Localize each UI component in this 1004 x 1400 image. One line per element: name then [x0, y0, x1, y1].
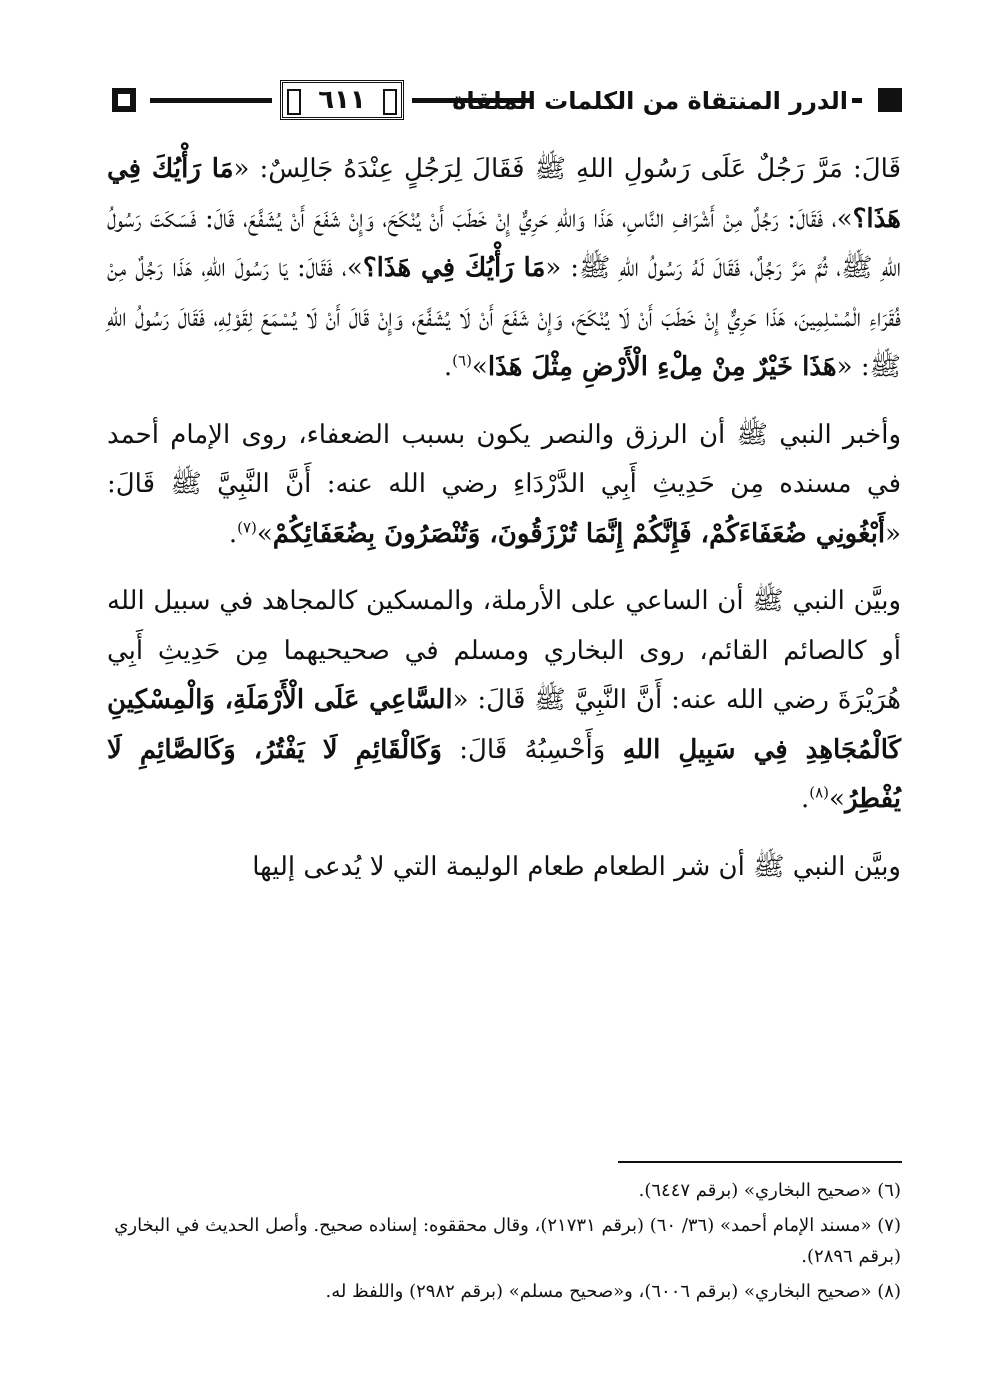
paragraph-1	[107, 145, 901, 393]
footnote-8: (٨) «صحيح البخاري» (برقم ٦٠٠٦)، و«صحيح مسلم» (برقم ٢٩٨٢) واللفظ له.	[325, 1281, 901, 1302]
paragraph-1-lead: قَالَ: مَرَّ رَجُلٌ عَلَى رَسُولِ اللهِ ﷺ فَقَالَ لِرَجُلٍ عِنْدَهُ جَالِسٌ: «	[233, 154, 901, 184]
paragraph-3-middle: وَأَحْسِبُهُ قَالَ:	[441, 734, 623, 765]
paragraph-2	[107, 411, 901, 560]
paragraph-2-lead: وأخبر النبي ﷺ أن الرزق والنصر يكون بسبب الضعفاء، روى الإمام أحمد في مسنده مِن حَدِيثِ أَبِي الدَّرْدَاءِ رضي الله عنه: أَنَّ النَّبِيَّ ﷺ قَالَ: «	[107, 419, 901, 549]
hadith-quote-3: هَذَا خَيْرٌ مِنْ مِلْءِ الْأَرْضِ مِثْلَ هَذَا	[487, 352, 837, 382]
main-text	[107, 145, 901, 910]
paragraph-3-end: .	[800, 784, 810, 814]
paragraph-4	[107, 843, 901, 893]
hadith-quote-2: مَا رَأْيُكَ فِي هَذَا؟	[362, 253, 546, 283]
footnote-ref-6[interactable]: (٦)	[452, 351, 472, 370]
hadith-quote-5: السَّاعِي عَلَى الْأَرْمَلَةِ، وَالْمِسْكِينِ كَالْمُجَاهِدِ فِي سَبِيلِ اللهِ	[107, 685, 901, 765]
paragraph-2-end: .	[228, 518, 238, 549]
page-number: ٦١١	[280, 80, 404, 120]
hadith-quote-4: أَبْغُونِي ضُعَفَاءَكُمْ، فَإِنَّكُمْ إِنَّمَا تُرْزَقُونَ، وَتُنْصَرُونَ بِضُعَفَائِكُمْ	[272, 518, 886, 549]
paragraph-3-lead: وبيَّن النبي ﷺ أن الساعي على الأرملة، والمسكين كالمجاهد في سبيل الله أو كالصائم القائم، روى البخاري ومسلم في صحيحيهما مِن حَدِيثِ أَبِي هُرَيْرَةَ رضي الله عنه: أَنَّ النَّبِيَّ ﷺ قَالَ: «	[107, 586, 902, 715]
book-title: الدرر المنتقاة من الكلمات الملقاة	[452, 87, 848, 115]
paragraph-3-tail: »	[829, 784, 845, 814]
footnotes	[107, 1175, 901, 1311]
paragraph-1-middle-2: »، فَقَالَ: يَا رَسُولَ اللهِ، هَذَا رَجُلٌ مِنْ فُقَرَاءِ الْمُسْلِمِينَ، هَذَا حَرِيٌّ إِنْ خَطَبَ أَنْ لَا يُنْكَحَ، وَإِنْ شَفَعَ أَنْ لَا يُشَفَّعَ، وَإِنْ قَالَ أَنْ لَا يُسْمَعَ لِقَوْلِهِ، فَقَالَ رَسُولُ اللهِ ﷺ: «	[107, 253, 901, 382]
page-header	[112, 76, 902, 126]
footnote-ref-7[interactable]: (٧)	[237, 517, 257, 536]
ornament-square-right	[878, 88, 902, 112]
paragraph-1-tail: »	[471, 352, 488, 382]
paragraph-2-tail: »	[256, 518, 273, 549]
paragraph-3	[107, 577, 901, 825]
hadith-quote-1: مَا رَأْيُكَ فِي هَذَا؟	[107, 154, 901, 234]
paragraph-1-middle-1: »، فَقَالَ: رَجُلٌ مِنْ أَشْرَافِ النَّاسِ، هَذَا وَاللهِ حَرِيٌّ إِنْ خَطَبَ أَنْ يُنْكَحَ، وَإِنْ شَفَعَ أَنْ يُشَفَّعَ، قَالَ: فَسَكَتَ رَسُولُ اللهِ ﷺ، ثُمَّ مَرَّ رَجُلٌ، فَقَالَ لَهُ رَسُولُ اللهِ ﷺ: «	[107, 203, 901, 283]
ornament-square-left	[112, 88, 136, 112]
header-rule-right	[852, 98, 862, 103]
footnote-6: (٦) «صحيح البخاري» (برقم ٦٤٤٧).	[638, 1180, 901, 1201]
footnote-ref-8[interactable]: (٨)	[809, 783, 830, 802]
paragraph-1-end: .	[443, 352, 453, 382]
footnote-divider	[618, 1161, 902, 1163]
header-rule-left	[150, 98, 272, 103]
footnote-7: (٧) «مسند الإمام أحمد» (٣٦/ ٦٠) (برقم ٢١٧٣١)، وقال محققوه: إسناده صحيح. وأصل الحديث في البخاري (برقم ٢٨٩٦).	[114, 1215, 901, 1267]
hadith-quote-6: وَكَالْقَائِمِ لَا يَفْتُرُ، وَكَالصَّائِمِ لَا يُفْطِرُ	[107, 734, 901, 814]
paragraph-4-lead: وبيَّن النبي ﷺ أن شر الطعام طعام الوليمة التي لا يُدعى إليها	[252, 851, 901, 882]
